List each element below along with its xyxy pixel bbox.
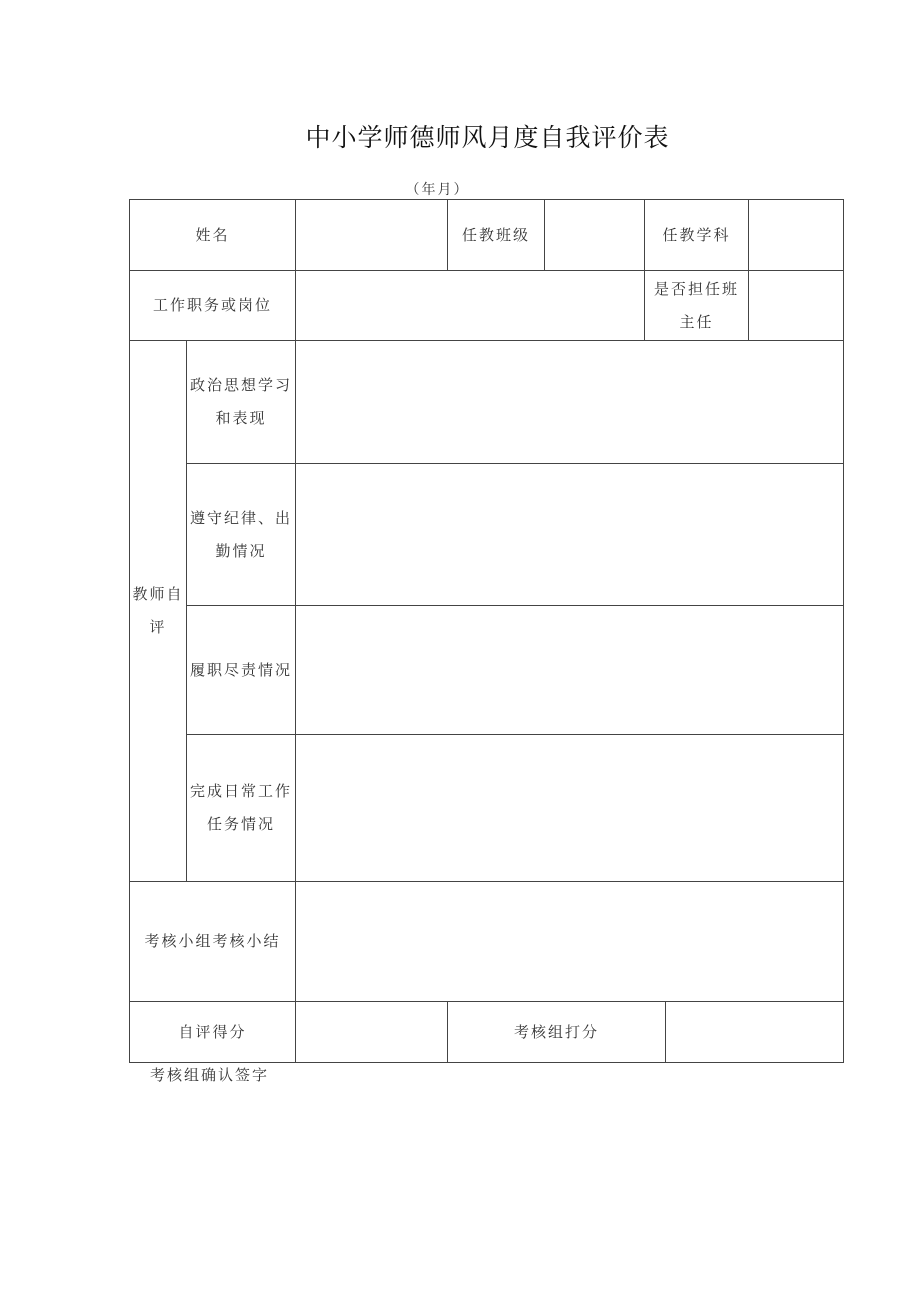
subject-label: 任教学科 (662, 225, 731, 244)
daily-work-label: 完成日常工作任务情况 (189, 782, 292, 833)
form-title: 中小学师德师风月度自我评价表 (305, 123, 670, 152)
group-summary-field[interactable] (296, 882, 843, 1001)
group-score-field[interactable] (666, 1002, 843, 1062)
head-teacher-field[interactable] (749, 271, 843, 340)
form-subtitle: （年月） (405, 182, 470, 198)
name-label: 姓名 (195, 225, 230, 244)
class-field[interactable] (545, 200, 644, 270)
position-label: 工作职务或岗位 (152, 296, 272, 314)
political-label: 政治思想学习和表现 (189, 376, 292, 427)
political-field[interactable] (296, 341, 843, 463)
subject-field[interactable] (749, 200, 843, 270)
duty-label: 履职尽责情况 (189, 660, 292, 679)
self-eval-group-label: 教师自评 (132, 585, 184, 636)
group-score-label: 考核组打分 (513, 1022, 599, 1041)
head-teacher-label: 是否担任班主任 (653, 279, 739, 331)
discipline-label: 遵守纪律、出勤情况 (189, 508, 292, 560)
signature-label: 考核组确认签字 (150, 1066, 270, 1084)
table-border-right (843, 199, 844, 1063)
group-summary-label: 考核小组考核小结 (144, 932, 281, 950)
daily-work-field[interactable] (296, 735, 843, 881)
position-field[interactable] (296, 271, 644, 340)
table-border-bottom (129, 1062, 844, 1063)
self-score-field[interactable] (296, 1002, 447, 1062)
duty-field[interactable] (296, 606, 843, 734)
class-label: 任教班级 (461, 225, 530, 244)
name-field[interactable] (296, 200, 447, 270)
self-score-label: 自评得分 (178, 1022, 247, 1041)
discipline-field[interactable] (296, 464, 843, 605)
